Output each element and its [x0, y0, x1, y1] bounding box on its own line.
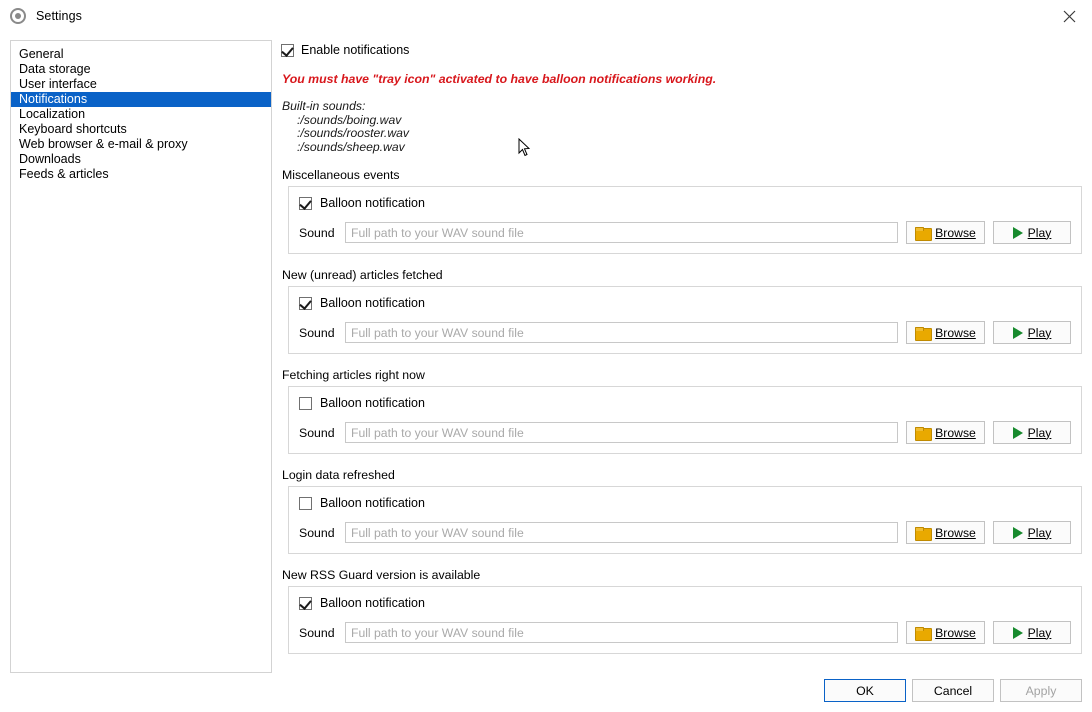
sidebar-item-notifications[interactable]: Notifications [11, 92, 271, 107]
sidebar-item-data-storage[interactable]: Data storage [19, 62, 91, 76]
browse-button-label: Browse [935, 425, 976, 440]
balloon-row[interactable] [299, 395, 1071, 411]
sound-path-input[interactable] [345, 522, 898, 543]
ok-button[interactable]: OK [824, 679, 906, 702]
mouse-cursor [518, 138, 530, 157]
group-box [288, 186, 1082, 254]
balloon-row[interactable] [299, 295, 1071, 311]
play-button-label: Play [1027, 325, 1052, 340]
play-button[interactable] [993, 321, 1071, 344]
balloon-row[interactable] [299, 495, 1071, 511]
sound-path-input[interactable] [345, 322, 898, 343]
sound-row [299, 621, 1071, 644]
play-button[interactable] [993, 221, 1071, 244]
builtin-sound-path-rooster: :/sounds/rooster.wav [297, 126, 409, 140]
window-title: Settings [36, 9, 82, 23]
group-title: Login data refreshed [282, 468, 395, 482]
sound-row [299, 321, 1071, 344]
sound-path-input[interactable] [345, 422, 898, 443]
browse-button-label: Browse [935, 225, 976, 240]
play-icon [1013, 227, 1023, 239]
apply-button[interactable]: Apply [1000, 679, 1082, 702]
settings-section-list[interactable] [10, 40, 272, 673]
balloon-notification-checkbox[interactable] [299, 297, 312, 310]
balloon-notification-checkbox[interactable] [299, 497, 312, 510]
play-icon [1013, 327, 1023, 339]
folder-icon [915, 227, 930, 239]
enable-notifications-label: Enable notifications [301, 43, 410, 57]
sidebar-item-downloads[interactable]: Downloads [19, 152, 81, 166]
cancel-button[interactable]: Cancel [912, 679, 994, 702]
play-icon [1013, 627, 1023, 639]
balloon-notification-label: Balloon notification [320, 296, 425, 310]
sidebar-item-feeds-articles[interactable]: Feeds & articles [19, 167, 109, 181]
group-new-rss-guard-version [279, 568, 1082, 654]
balloon-notification-label: Balloon notification [320, 196, 425, 210]
balloon-notification-checkbox[interactable] [299, 197, 312, 210]
play-button-label: Play [1027, 425, 1052, 440]
group-title: Miscellaneous events [282, 168, 400, 182]
enable-notifications-row[interactable] [281, 42, 1082, 58]
sound-label: Sound [299, 425, 335, 440]
settings-gear-icon [10, 8, 26, 24]
browse-button[interactable] [906, 521, 985, 544]
sound-label: Sound [299, 525, 335, 540]
title-bar [0, 0, 1092, 32]
sidebar-item-localization[interactable]: Localization [19, 107, 86, 121]
group-box [288, 286, 1082, 354]
balloon-notification-checkbox[interactable] [299, 397, 312, 410]
sidebar-item-keyboard-shortcuts[interactable]: Keyboard shortcuts [19, 122, 127, 136]
close-icon[interactable] [1046, 0, 1092, 32]
group-box [288, 586, 1082, 654]
builtin-sounds-block [282, 100, 1082, 154]
group-title: New (unread) articles fetched [282, 268, 443, 282]
sound-label: Sound [299, 625, 335, 640]
group-login-data-refreshed [279, 468, 1082, 554]
browse-button[interactable] [906, 321, 985, 344]
sound-row [299, 221, 1071, 244]
play-button[interactable] [993, 521, 1071, 544]
sound-path-input[interactable] [345, 622, 898, 643]
balloon-notification-label: Balloon notification [320, 596, 425, 610]
play-button-label: Play [1027, 525, 1052, 540]
balloon-row[interactable] [299, 595, 1071, 611]
builtin-sounds-title: Built-in sounds: [282, 99, 366, 113]
group-new-unread-articles-fetched [279, 268, 1082, 354]
sound-label: Sound [299, 225, 335, 240]
play-button[interactable] [993, 621, 1071, 644]
sound-path-input[interactable] [345, 222, 898, 243]
sidebar-item-user-interface[interactable]: User interface [19, 77, 97, 91]
balloon-notification-label: Balloon notification [320, 396, 425, 410]
folder-icon [915, 327, 930, 339]
play-icon [1013, 527, 1023, 539]
balloon-notification-checkbox[interactable] [299, 597, 312, 610]
balloon-row[interactable] [299, 195, 1071, 211]
browse-button-label: Browse [935, 625, 976, 640]
sidebar-item-web-browser-email-proxy[interactable]: Web browser & e-mail & proxy [19, 137, 188, 151]
browse-button[interactable] [906, 621, 985, 644]
tray-icon-warning: You must have "tray icon" activated to have balloon notifications working. [282, 72, 717, 86]
balloon-notification-label: Balloon notification [320, 496, 425, 510]
group-title: Fetching articles right now [282, 368, 425, 382]
sound-label: Sound [299, 325, 335, 340]
sidebar-item-general[interactable]: General [19, 47, 64, 61]
notifications-panel [279, 40, 1082, 673]
dialog-buttons [824, 679, 1082, 702]
folder-icon [915, 427, 930, 439]
play-button-label: Play [1027, 625, 1052, 640]
group-box [288, 386, 1082, 454]
group-title: New RSS Guard version is available [282, 568, 481, 582]
builtin-sound-path-sheep: :/sounds/sheep.wav [297, 139, 405, 154]
folder-icon [915, 627, 930, 639]
enable-notifications-checkbox[interactable] [281, 44, 294, 57]
browse-button-label: Browse [935, 525, 976, 540]
builtin-sound-path-boing: :/sounds/boing.wav [297, 112, 402, 127]
play-icon [1013, 427, 1023, 439]
play-button-label: Play [1027, 225, 1052, 240]
browse-button-label: Browse [935, 325, 976, 340]
browse-button[interactable] [906, 421, 985, 444]
folder-icon [915, 527, 930, 539]
group-fetching-articles-right-now [279, 368, 1082, 454]
sound-row [299, 421, 1071, 444]
sound-row [299, 521, 1071, 544]
group-box [288, 486, 1082, 554]
browse-button[interactable] [906, 221, 985, 244]
group-miscellaneous-events [279, 168, 1082, 254]
play-button[interactable] [993, 421, 1071, 444]
